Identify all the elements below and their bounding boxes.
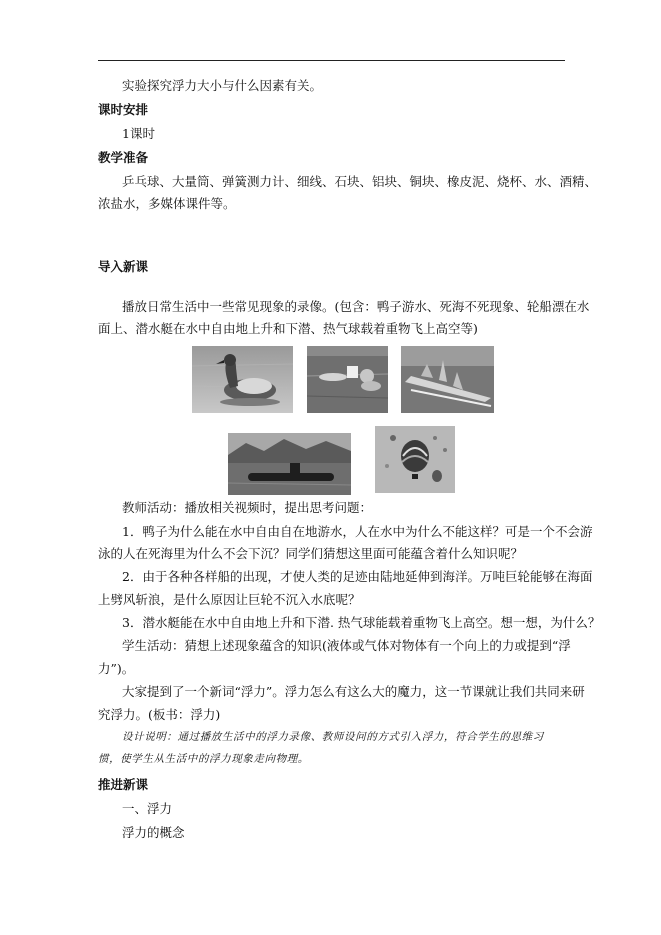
prep-line-1: 乒乓球、大量筒、弹簧测力计、细线、石块、铝块、铜块、橡皮泥、烧杯、水、酒精、 (122, 174, 598, 189)
header-rule (98, 60, 565, 61)
intro-line-2: 面上、潜水艇在水中自由地上升和下潜、热气球载着重物飞上高空等) (98, 321, 478, 336)
summary-line-1: 大家提到了一个新词“浮力”。浮力怎么有这么大的魔力，这一节课就让我们共同来研 (122, 684, 585, 699)
intro-line-1: 播放日常生活中一些常见现象的录像。(包含：鸭子游水、死海不死现象、轮船漂在水 (122, 299, 590, 314)
question-2-line-2: 上劈风斩浪，是什么原因让巨轮不沉入水底呢？ (98, 592, 361, 607)
student-activity-line-2: 力”)。 (98, 661, 135, 676)
question-1-line-2: 泳的人在死海里为什么不会下沉？同学们猜想这里面可能蕴含着什么知识呢？ (98, 546, 524, 561)
heading-schedule: 课时安排 (98, 102, 149, 117)
intro-line: 实验探究浮力大小与什么因素有关。 (122, 78, 323, 93)
dead-sea-photo (307, 346, 388, 413)
heading-prep: 教学准备 (98, 150, 149, 165)
question-2-line-1: 2．由于各种各样船的出现，才使人类的足迹由陆地延伸到海洋。万吨巨轮能够在海面 (122, 569, 593, 584)
heading-intro: 导入新课 (98, 259, 149, 274)
design-note-line-1: 设计说明：通过播放生活中的浮力录像、教师设问的方式引入浮力，符合学生的思维习 (122, 731, 544, 743)
section-1-title: 一、浮力 (122, 801, 173, 816)
section-1-subtitle: 浮力的概念 (122, 825, 185, 840)
question-1-line-1: 1．鸭子为什么能在水中自由自在地游水，人在水中为什么不能这样？可是一个不会游 (122, 524, 593, 539)
schedule-text: 1课时 (122, 126, 155, 141)
design-note-line-2: 惯，使学生从生活中的浮力现象走向物理。 (98, 753, 309, 765)
ship-photo (401, 346, 494, 413)
balloon-photo (375, 426, 455, 493)
student-activity-line-1: 学生活动：猜想上述现象蕴含的知识(液体或气体对物体有一个向上的力或提到“浮 (122, 638, 571, 653)
question-3: 3．潜水艇能在水中自由地上升和下潜. 热气球能载着重物飞上高空。想一想，为什么？ (122, 615, 601, 630)
summary-line-2: 究浮力。(板书：浮力) (98, 707, 221, 722)
prep-line-2: 浓盐水，多媒体课件等。 (98, 196, 236, 211)
duck-photo (192, 346, 293, 413)
submarine-photo (228, 433, 351, 495)
heading-new-lesson: 推进新课 (98, 777, 149, 792)
teacher-activity: 教师活动：播放相关视频时，提出思考问题： (122, 500, 373, 515)
